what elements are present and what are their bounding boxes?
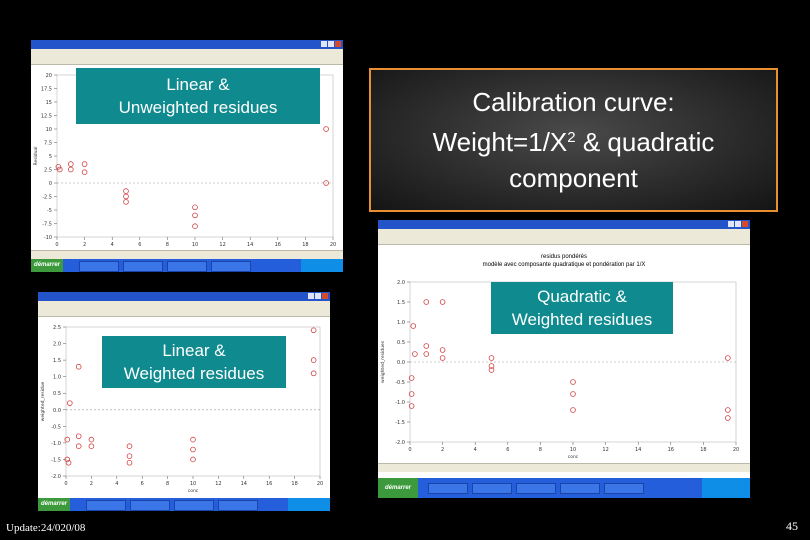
menu-bar[interactable]: [38, 301, 330, 308]
x-axis-label: conc: [567, 455, 579, 460]
y-axis-label: weighted_residues: [381, 341, 386, 383]
maximize-icon[interactable]: [315, 293, 321, 299]
y-tick-label: 10: [45, 127, 52, 133]
title-panel: [369, 68, 778, 212]
taskbar: [378, 478, 750, 498]
taskbar-item[interactable]: [211, 261, 251, 272]
y-tick-label: -1.5: [51, 457, 61, 464]
x-tick-label: 12: [219, 242, 226, 248]
label-linear-weighted: Linear & Weighted residues: [102, 336, 286, 388]
x-tick-label: 16: [274, 242, 281, 248]
y-tick-label: -2.0: [51, 474, 61, 480]
title-line2: $Weight=1/X^2$ & quadratic: [432, 127, 715, 157]
y-tick-label: -2.0: [395, 440, 405, 446]
y-tick-label: -1.0: [51, 440, 61, 447]
x-tick-label: 2: [441, 447, 445, 453]
x-tick-label: 20: [316, 481, 324, 487]
taskbar-item[interactable]: [167, 261, 207, 272]
minimize-icon[interactable]: [308, 293, 314, 299]
close-icon[interactable]: [742, 221, 748, 227]
y-axis-label: weighted_residue: [41, 381, 46, 422]
x-tick-label: 18: [700, 447, 707, 453]
start-button[interactable]: démarrer: [378, 478, 418, 498]
x-tick-label: 6: [138, 242, 142, 248]
window-titlebar: [31, 40, 343, 49]
taskbar-item[interactable]: [516, 483, 556, 494]
menu-bar[interactable]: [31, 49, 343, 56]
taskbar-item[interactable]: [472, 483, 512, 494]
y-tick-label: 15: [45, 100, 52, 106]
x-tick-label: 6: [506, 447, 510, 453]
y-tick-label: 2.5: [44, 167, 52, 174]
window-titlebar: [38, 292, 330, 301]
title-line1: Calibration curve:: [472, 87, 675, 117]
taskbar-item[interactable]: [174, 500, 214, 511]
x-tick-label: 0: [64, 481, 68, 487]
taskbar-item[interactable]: [560, 483, 600, 494]
y-tick-label: 17.5: [40, 86, 52, 93]
taskbar-item[interactable]: [123, 261, 163, 272]
x-axis-label: conc: [187, 489, 199, 494]
x-tick-label: 4: [473, 447, 477, 453]
title-line3: component: [509, 163, 638, 193]
update-date: Update:24/020/08: [6, 522, 86, 534]
close-icon[interactable]: [335, 41, 341, 47]
y-tick-label: -7.5: [42, 221, 52, 228]
x-tick-label: 18: [302, 242, 309, 248]
x-tick-label: 20: [329, 242, 337, 248]
x-tick-label: 14: [247, 242, 254, 248]
x-tick-label: 6: [140, 481, 144, 487]
y-tick-label: -0.5: [395, 380, 405, 386]
x-tick-label: 2: [89, 481, 93, 487]
y-tick-label: -5: [47, 208, 52, 214]
taskbar-item[interactable]: [218, 500, 258, 511]
close-icon[interactable]: [322, 293, 328, 299]
toolbar[interactable]: [378, 236, 750, 245]
y-tick-label: 1.5: [397, 300, 405, 306]
chart-title-line1: residus pondérés: [540, 254, 588, 260]
y-tick-label: 2.0: [53, 341, 61, 348]
y-tick-label: 2.0: [397, 280, 405, 286]
chart-title: [378, 253, 750, 269]
y-tick-label: -1.0: [395, 400, 405, 406]
y-tick-label: 0.5: [397, 340, 405, 346]
maximize-icon[interactable]: [328, 41, 334, 47]
x-tick-label: 8: [165, 242, 169, 248]
y-tick-label: 0.5: [53, 391, 61, 398]
y-tick-label: 0.0: [397, 360, 405, 366]
taskbar-item[interactable]: [428, 483, 468, 494]
x-tick-label: 20: [732, 447, 740, 453]
y-tick-label: 12.5: [40, 113, 52, 120]
system-tray: [288, 498, 330, 511]
system-tray: [301, 259, 343, 272]
y-tick-label: -10: [43, 235, 52, 241]
label-linear-unweighted: Linear & Unweighted residues: [76, 68, 320, 124]
toolbar[interactable]: [38, 308, 330, 317]
window-titlebar: [378, 220, 750, 229]
label-quadratic-weighted: Quadratic & Weighted residues: [491, 282, 673, 334]
y-tick-label: -1.5: [395, 420, 405, 426]
taskbar-item[interactable]: [130, 500, 170, 511]
y-tick-label: 0.0: [53, 407, 61, 414]
x-tick-label: 16: [266, 481, 273, 487]
x-tick-label: 10: [569, 447, 577, 453]
taskbar-item[interactable]: [86, 500, 126, 511]
x-tick-label: 4: [110, 242, 114, 248]
screenshot-linear-weighted: [38, 292, 330, 511]
status-bar: [31, 250, 343, 259]
y-tick-label: 1.0: [397, 320, 405, 326]
chart-title-line2: modèle avec composante quadratique et pondération par 1/X: [482, 262, 646, 268]
y-tick-label: -2.5: [42, 194, 52, 201]
y-axis-label: Residual: [34, 146, 39, 166]
minimize-icon[interactable]: [321, 41, 327, 47]
y-tick-label: 2.5: [53, 325, 61, 331]
x-tick-label: 14: [635, 447, 642, 453]
maximize-icon[interactable]: [735, 221, 741, 227]
y-tick-label: -0.5: [51, 424, 61, 431]
x-tick-label: 2: [83, 242, 87, 248]
y-tick-label: 0: [48, 181, 52, 187]
y-tick-label: 5: [48, 154, 52, 160]
start-button[interactable]: démarrer: [38, 498, 70, 511]
start-button[interactable]: démarrer: [31, 259, 63, 272]
x-tick-label: 14: [240, 481, 247, 487]
screenshot-quadratic-weighted: [378, 220, 750, 498]
x-tick-label: 8: [538, 447, 542, 453]
x-tick-label: 0: [55, 242, 59, 248]
y-tick-label: 7.5: [44, 140, 52, 147]
minimize-icon[interactable]: [728, 221, 734, 227]
page-number: 45: [786, 519, 798, 533]
x-tick-label: 12: [215, 481, 222, 487]
x-tick-label: 0: [408, 447, 412, 453]
y-tick-label: 20: [45, 73, 52, 79]
taskbar: [31, 259, 343, 272]
y-tick-label: 1.0: [53, 374, 61, 381]
x-tick-label: 18: [291, 481, 298, 487]
menu-bar[interactable]: [378, 229, 750, 236]
x-tick-label: 10: [191, 242, 199, 248]
taskbar-item[interactable]: [604, 483, 644, 494]
status-bar: [378, 463, 750, 472]
x-tick-label: 10: [189, 481, 197, 487]
system-tray: [702, 478, 750, 498]
y-tick-label: 1.5: [53, 358, 61, 365]
slide-title: [433, 84, 715, 196]
taskbar-item[interactable]: [79, 261, 119, 272]
taskbar: [38, 498, 330, 511]
toolbar[interactable]: [31, 56, 343, 65]
x-tick-label: 16: [667, 447, 674, 453]
x-tick-label: 12: [602, 447, 609, 453]
x-tick-label: 4: [115, 481, 119, 487]
x-tick-label: 8: [166, 481, 170, 487]
